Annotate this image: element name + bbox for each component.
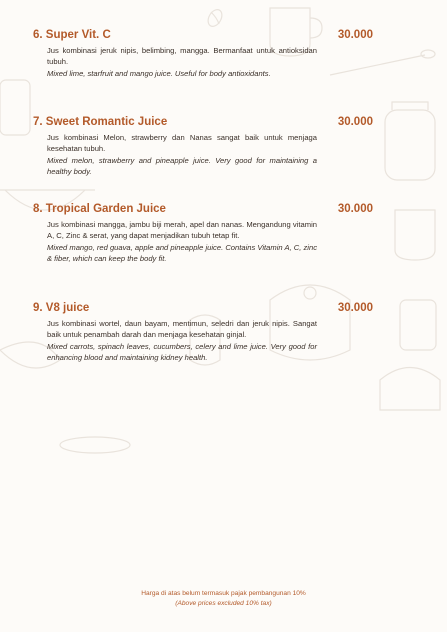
menu-item-price: 30.000 — [337, 302, 373, 314]
menu-item-description-en: Mixed mango, red guava, apple and pineapple juice. Contains Vitamin A, C, zinc & fiber, which can keep the body fit. — [47, 242, 317, 264]
tax-note-en: (Above prices excluded 10% tax) — [175, 600, 272, 607]
menu-item-header — [33, 203, 373, 219]
menu-item-name: 7. Sweet Romantic Juice — [33, 116, 168, 128]
coffee-mug-icon — [400, 300, 436, 350]
teapot-icon — [380, 368, 440, 411]
menu-item-description-id: Jus kombinasi Melon, strawberry dan Nanas sangat baik untuk menjaga kesehatan tubuh. — [47, 133, 317, 154]
saucer-icon — [60, 437, 130, 453]
menu-item-description-en: Mixed melon, strawberry and pineapple juice. Very good for maintaining a healthy body. — [47, 155, 317, 177]
tax-note-id: Harga di atas belum termasuk pajak pembangunan 10% — [141, 590, 306, 597]
menu-item-price: 30.000 — [337, 116, 373, 128]
cup-right-icon — [395, 210, 435, 260]
menu-item-description-id: Jus kombinasi mangga, jambu biji merah, apel dan nanas. Mengandung vitamin A, C, Zinc & serat, yang dapat menjadikan tubuh tetap fit. — [47, 220, 317, 241]
menu-item-header — [33, 116, 373, 132]
menu-item — [33, 116, 373, 178]
menu-item-description-id: Jus kombinasi wortel, daun bayam, mentimun, seledri dan jeruk nipis. Sangat baik untuk penambah darah dan menjaga kesehatan ginjal. — [47, 319, 317, 340]
menu-item-header — [33, 29, 373, 45]
menu-item-header — [33, 302, 373, 318]
menu-item-price: 30.000 — [337, 29, 373, 41]
jar-icon — [385, 102, 435, 180]
menu-item — [33, 29, 373, 79]
menu-item-price: 30.000 — [337, 203, 373, 215]
coffee-bean-icon — [205, 7, 224, 29]
menu-item-name: 6. Super Vit. C — [33, 29, 111, 41]
menu-item-name: 8. Tropical Garden Juice — [33, 203, 166, 215]
menu-item — [33, 302, 373, 364]
menu-item-description-en: Mixed carrots, spinach leaves, cucumbers, celery and lime juice. Very good for enhancing blood and maintaining kidney health. — [47, 341, 317, 363]
menu-item-name: 9. V8 juice — [33, 302, 90, 314]
tax-note — [0, 589, 447, 609]
cup-left-icon — [0, 80, 30, 135]
menu-item — [33, 203, 373, 265]
menu-item-description-en: Mixed lime, starfruit and mango juice. Useful for body antioxidants. — [47, 68, 271, 78]
menu-item-description-id: Jus kombinasi jeruk nipis, belimbing, mangga. Bermanfaat untuk antioksidan tubuh. — [47, 46, 317, 67]
